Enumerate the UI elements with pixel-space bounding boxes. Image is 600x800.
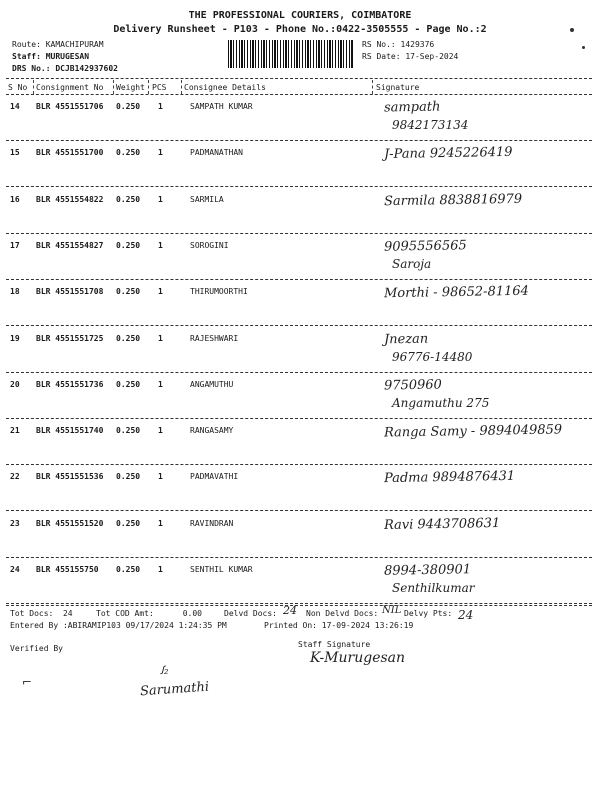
row-pcs: 1 xyxy=(158,287,163,296)
non-delvd-docs: Non Delvd Docs: xyxy=(306,609,379,618)
row-signature: Morthi - 98652-81164 xyxy=(383,283,529,302)
row-pcs: 1 xyxy=(158,565,163,574)
row-consignment-no: BLR 4551554827 xyxy=(36,241,104,250)
staff-signature: K-Murugesan xyxy=(310,650,406,666)
row-weight: 0.250 xyxy=(116,565,141,574)
row-pcs: 1 xyxy=(158,241,163,250)
row-signature-extra: Angamuthu 275 xyxy=(392,396,490,410)
delvd-docs-handwritten: 24 xyxy=(283,604,297,617)
row-consignee: ANGAMUTHU xyxy=(190,380,234,389)
row-signature-extra: Senthilkumar xyxy=(392,581,475,595)
route-label: Route: KAMACHIPURAM xyxy=(12,40,104,49)
row-consignee: RAVINDRAN xyxy=(190,519,234,528)
row-signature: Ranga Samy - 9894049859 xyxy=(383,422,563,441)
tot-docs: Tot Docs: 24 xyxy=(10,609,73,618)
col-sno: S No xyxy=(8,83,28,92)
row-weight: 0.250 xyxy=(116,287,141,296)
row-consignee: SOROGINI xyxy=(190,241,229,250)
delvy-pts: Delvy Pts: xyxy=(404,609,453,618)
row-sno: 22 xyxy=(10,472,20,481)
runsheet-title: Delivery Runsheet - P103 - Phone No.:0422-3505555 - Page No.:2 xyxy=(113,24,487,35)
company-title: THE PROFESSIONAL COURIERS, COIMBATORE xyxy=(188,10,412,21)
row-signature: Sarmila 8838816979 xyxy=(383,191,523,210)
row-sno: 15 xyxy=(10,148,20,157)
row-sno: 23 xyxy=(10,519,20,528)
barcode xyxy=(228,40,354,68)
row-consignee: RANGASAMY xyxy=(190,426,234,435)
row-pcs: 1 xyxy=(158,102,163,111)
row-consignee: SAMPATH KUMAR xyxy=(190,102,253,111)
row-signature-extra: 96776-14480 xyxy=(392,350,473,364)
row-separator xyxy=(6,325,592,326)
verifier-initials: ꭍ₂ xyxy=(160,664,169,677)
verifier-signature: Sarumathi xyxy=(139,679,210,700)
row-weight: 0.250 xyxy=(116,102,141,111)
row-sno: 16 xyxy=(10,195,20,204)
left-mark: ⌐ xyxy=(22,675,33,689)
row-weight: 0.250 xyxy=(116,334,141,343)
row-consignee: SARMILA xyxy=(190,195,224,204)
row-consignment-no: BLR 455155750 xyxy=(36,565,99,574)
row-consignment-no: BLR 4551554822 xyxy=(36,195,104,204)
row-signature: J-Pana 9245226419 xyxy=(383,144,513,163)
delvd-docs: Delvd Docs: xyxy=(224,609,277,618)
row-separator xyxy=(6,418,592,419)
row-consignee: SENTHIL KUMAR xyxy=(190,565,253,574)
row-separator xyxy=(6,557,592,558)
row-pcs: 1 xyxy=(158,380,163,389)
row-sno: 18 xyxy=(10,287,20,296)
row-pcs: 1 xyxy=(158,472,163,481)
row-signature: 9095556565 xyxy=(383,238,467,255)
row-sno: 17 xyxy=(10,241,20,250)
row-weight: 0.250 xyxy=(116,148,141,157)
row-consignment-no: BLR 4551551740 xyxy=(36,426,104,435)
row-signature: sampath xyxy=(383,99,441,116)
row-weight: 0.250 xyxy=(116,195,141,204)
staff-signature-label: Staff Signature xyxy=(298,640,371,649)
row-separator xyxy=(6,233,592,234)
row-separator xyxy=(6,510,592,511)
row-sno: 20 xyxy=(10,380,20,389)
row-consignee: THIRUMOORTHI xyxy=(190,287,248,296)
row-pcs: 1 xyxy=(158,519,163,528)
row-pcs: 1 xyxy=(158,334,163,343)
row-sno: 24 xyxy=(10,565,20,574)
row-weight: 0.250 xyxy=(116,426,141,435)
row-signature-extra: 9842173134 xyxy=(392,118,469,132)
drs-label: DRS No.: DCJB142937602 xyxy=(12,64,118,73)
row-signature: Jnezan xyxy=(383,331,429,348)
entered-by: Entered By :ABIRAMIP103 09/17/2024 1:24:35 PM xyxy=(10,621,227,630)
non-delvd-handwritten: NIL xyxy=(382,605,402,616)
col-consignment: Consignment No xyxy=(36,83,104,92)
rs-date-label: RS Date: 17-Sep-2024 xyxy=(362,52,459,61)
row-signature: Padma 9894876431 xyxy=(383,468,516,487)
row-separator xyxy=(6,140,592,141)
corner-specks xyxy=(570,28,574,32)
row-signature: Ravi 9443708631 xyxy=(383,515,501,534)
row-consignee: RAJESHWARI xyxy=(190,334,239,343)
row-consignment-no: BLR 4551551700 xyxy=(36,148,104,157)
row-consignment-no: BLR 4551551708 xyxy=(36,287,104,296)
col-signature: Signature xyxy=(376,83,420,92)
row-consignee: PADMANATHAN xyxy=(190,148,243,157)
row-signature: 9750960 xyxy=(383,377,443,394)
row-sno: 21 xyxy=(10,426,20,435)
row-consignment-no: BLR 4551551536 xyxy=(36,472,104,481)
row-separator xyxy=(6,186,592,187)
col-pcs: PCS xyxy=(152,83,167,92)
row-consignment-no: BLR 4551551725 xyxy=(36,334,104,343)
row-separator xyxy=(6,464,592,465)
row-weight: 0.250 xyxy=(116,241,141,250)
row-pcs: 1 xyxy=(158,148,163,157)
row-pcs: 1 xyxy=(158,426,163,435)
row-consignment-no: BLR 4551551706 xyxy=(36,102,104,111)
row-separator xyxy=(6,603,592,604)
rs-no-label: RS No.: 1429376 xyxy=(362,40,435,49)
row-signature-extra: Saroja xyxy=(392,257,432,271)
tot-cod: Tot COD Amt: 0.00 xyxy=(96,609,202,618)
printed-on: Printed On: 17-09-2024 13:26:19 xyxy=(264,621,414,630)
verified-by: Verified By xyxy=(10,644,63,653)
row-weight: 0.250 xyxy=(116,380,141,389)
row-signature: 8994-380901 xyxy=(383,562,472,579)
row-consignment-no: BLR 4551551736 xyxy=(36,380,104,389)
row-separator xyxy=(6,372,592,373)
row-sno: 14 xyxy=(10,102,20,111)
col-consignee: Consignee Details xyxy=(184,83,266,92)
col-weight: Weight xyxy=(116,83,145,92)
row-weight: 0.250 xyxy=(116,519,141,528)
row-pcs: 1 xyxy=(158,195,163,204)
row-separator xyxy=(6,279,592,280)
row-weight: 0.250 xyxy=(116,472,141,481)
row-consignment-no: BLR 4551551520 xyxy=(36,519,104,528)
row-sno: 19 xyxy=(10,334,20,343)
delvy-pts-handwritten: 24 xyxy=(458,608,474,622)
staff-label: Staff: MURUGESAN xyxy=(12,52,90,61)
row-consignee: PADMAVATHI xyxy=(190,472,239,481)
